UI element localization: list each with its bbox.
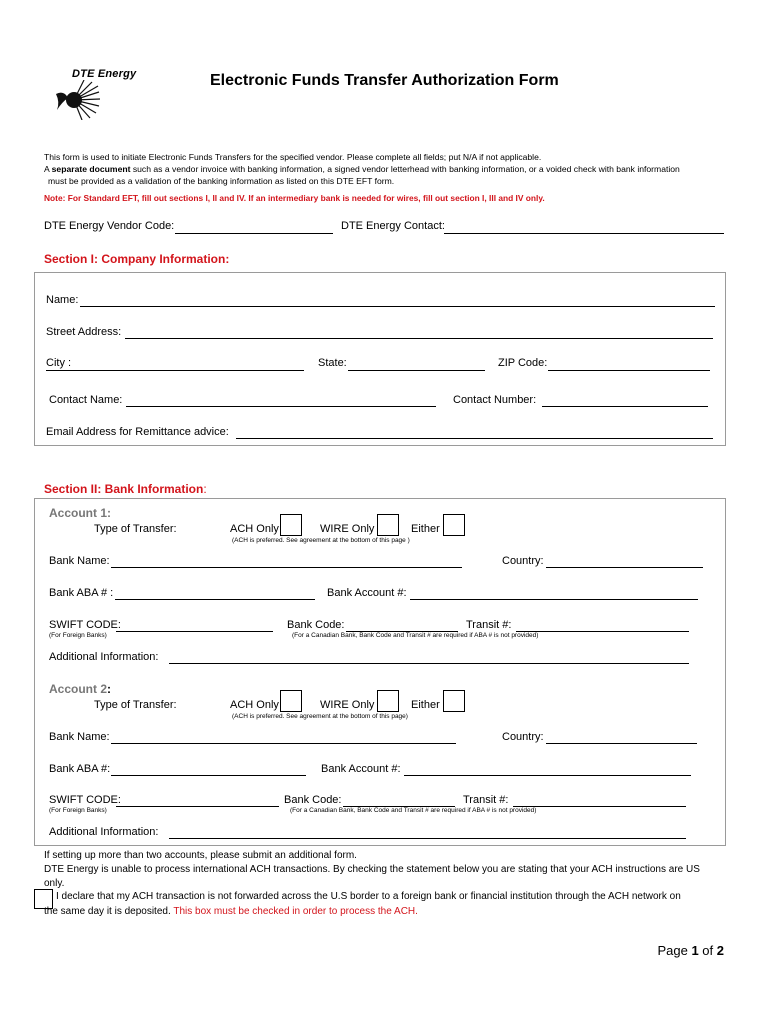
account-1-ach-label: ACH Only [230, 523, 279, 535]
section-2-title [44, 482, 207, 496]
account-2-swift-field[interactable] [116, 806, 279, 807]
intro-text [44, 151, 744, 187]
company-name-label: Name: [46, 294, 79, 306]
zip-label: ZIP Code: [498, 357, 548, 369]
instruction-note: Note: For Standard EFT, fill out sections I, II and IV. If an intermediary bank is needed for wires, fill out section I, III and IV only. [44, 193, 545, 203]
account-2-bank-code-label: Bank Code: [284, 794, 342, 806]
account-1-additional-field[interactable] [169, 663, 689, 664]
contact-name-label: Contact Name: [49, 394, 123, 406]
declaration-required-note: This box must be checked in order to process the ACH. [173, 906, 418, 917]
account-1-type-label: Type of Transfer: [94, 523, 177, 535]
email-label: Email Address for Remittance advice: [46, 426, 229, 438]
account-2-title-colon: : [107, 682, 112, 696]
account-1-bank-name-label: Bank Name: [49, 555, 110, 567]
account-2-ach-note: (ACH is preferred. See agreement at the bottom of this page) [232, 713, 408, 720]
page-prefix: Page [657, 943, 692, 958]
account-1-bank-code-label: Bank Code: [287, 619, 345, 631]
state-field[interactable] [348, 370, 485, 371]
account-2-bank-name-field[interactable] [111, 743, 456, 744]
company-info-box [34, 272, 726, 446]
company-name-field[interactable] [80, 306, 715, 307]
intro-line-3: must be provided as a validation of the banking information as listed on this DTE EFT form. [48, 176, 395, 186]
contact-name-field[interactable] [126, 406, 436, 407]
page-total: 2 [716, 943, 724, 958]
account-1-aba-field[interactable] [115, 599, 315, 600]
account-1-additional-label: Additional Information: [49, 651, 159, 663]
footer-statements [44, 849, 744, 891]
account-2-bank-name-label: Bank Name: [49, 731, 110, 743]
account-2-aba-field[interactable] [111, 775, 306, 776]
account-1-either-label: Either [411, 523, 440, 535]
account-2-additional-field[interactable] [169, 838, 686, 839]
account-2-either-checkbox[interactable] [443, 690, 465, 712]
dte-contact-label: DTE Energy Contact: [341, 220, 445, 232]
account-2-aba-label: Bank ABA #: [49, 763, 111, 775]
account-2-ach-label: ACH Only [230, 699, 279, 711]
account-2-type-label: Type of Transfer: [94, 699, 177, 711]
logo-text: DTE Energy [72, 68, 137, 80]
account-1-transit-field[interactable] [516, 631, 689, 632]
intro-line-2a: A [44, 164, 52, 174]
account-1-ach-note: (ACH is preferred. See agreement at the bottom of this page ) [232, 537, 410, 544]
account-2-ach-checkbox[interactable] [280, 690, 302, 712]
account-2-swift-label: SWIFT CODE: [49, 794, 121, 806]
account-1-swift-note: (For Foreign Banks) [49, 632, 107, 639]
intro-line-2-bold: separate document [51, 164, 131, 174]
account-1-wire-label: WIRE Only [320, 523, 375, 535]
account-2-account-label: Bank Account #: [321, 763, 401, 775]
section-2-title-colon: : [203, 482, 207, 496]
city-label: City : [46, 357, 72, 369]
account-1-account-field[interactable] [410, 599, 698, 600]
vendor-code-field[interactable] [175, 233, 333, 234]
form-title: Electronic Funds Transfer Authorization Form [210, 72, 559, 89]
declaration-line-1: I declare that my ACH transaction is not forwarded across the U.S border to a foreign bank or financial institution through the ACH network on [56, 891, 681, 902]
dte-logo-icon [54, 80, 100, 120]
account-1-transit-label: Transit #: [466, 619, 512, 631]
account-1-country-field[interactable] [546, 567, 703, 568]
account-2-either-label: Either [411, 699, 440, 711]
declaration-text: the same day it is deposited. [44, 906, 171, 917]
account-1-swift-label: SWIFT CODE: [49, 619, 121, 631]
contact-number-label: Contact Number: [453, 394, 537, 406]
declaration-line-2 [44, 906, 418, 917]
account-1-ach-checkbox[interactable] [280, 514, 302, 536]
account-2-country-label: Country: [502, 731, 544, 743]
account-2-wire-label: WIRE Only [320, 699, 375, 711]
vendor-code-label: DTE Energy Vendor Code: [44, 220, 175, 232]
page-number [657, 943, 724, 958]
account-1-canadian-note: (For a Canadian Bank, Bank Code and Transit # are required if ABA # is not provided) [292, 632, 539, 639]
state-label: State: [318, 357, 347, 369]
city-field[interactable] [46, 370, 304, 371]
account-2-additional-label: Additional Information: [49, 826, 159, 838]
account-1-country-label: Country: [502, 555, 544, 567]
contact-number-field[interactable] [542, 406, 708, 407]
account-1-either-checkbox[interactable] [443, 514, 465, 536]
intro-line-1: This form is used to initiate Electronic Funds Transfers for the specified vendor. Please complete all fields; put N/A if not applicable. [44, 152, 542, 162]
account-2-title-text: Account 2 [49, 682, 108, 696]
page-of: of [698, 943, 717, 958]
account-1-account-label: Bank Account #: [327, 587, 407, 599]
street-address-label: Street Address: [46, 326, 122, 338]
street-address-field[interactable] [125, 338, 713, 339]
page-current: 1 [691, 943, 699, 958]
section-2-title-text: Section II: Bank Information [44, 482, 204, 496]
account-2-country-field[interactable] [546, 743, 697, 744]
account-1-wire-checkbox[interactable] [377, 514, 399, 536]
account-2-transit-label: Transit #: [463, 794, 509, 806]
ach-statement-line-1: DTE Energy is unable to process international ACH transactions. By checking the statement below you are stating that your ACH instructions are US [44, 864, 700, 875]
email-field[interactable] [236, 438, 713, 439]
account-1-title: Account 1: [49, 506, 112, 520]
account-2-title [49, 682, 111, 696]
account-2-canadian-note: (For a Canadian Bank, Bank Code and Transit # are required if ABA # is not provided) [290, 807, 537, 814]
intro-line-2b: such as a vendor invoice with banking information, a signed vendor letterhead with banking information, or a voided check with bank information [130, 164, 680, 174]
section-1-title: Section I: Company Information: [44, 252, 230, 266]
dte-contact-field[interactable] [444, 233, 724, 234]
zip-field[interactable] [548, 370, 710, 371]
account-2-swift-note: (For Foreign Banks) [49, 807, 107, 814]
account-1-swift-field[interactable] [116, 631, 273, 632]
account-1-aba-label: Bank ABA # : [49, 587, 114, 599]
account-1-bank-name-field[interactable] [111, 567, 462, 568]
account-2-account-field[interactable] [404, 775, 691, 776]
ach-statement-line-2: only. [44, 878, 65, 889]
account-2-wire-checkbox[interactable] [377, 690, 399, 712]
bank-info-box [34, 498, 726, 846]
account-2-transit-field[interactable] [513, 806, 686, 807]
intro-line-2 [44, 163, 744, 175]
more-accounts-text: If setting up more than two accounts, please submit an additional form. [44, 850, 357, 861]
